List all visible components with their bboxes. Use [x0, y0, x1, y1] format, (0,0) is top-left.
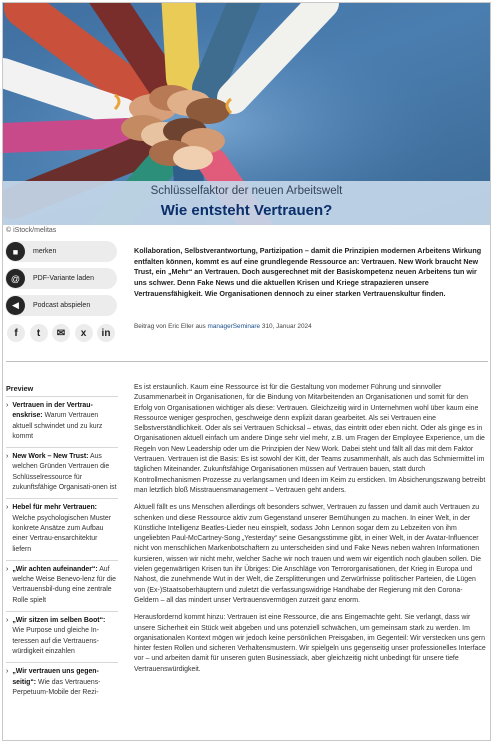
byline-suffix: 310, Januar 2024 — [260, 323, 312, 330]
byline-prefix: Beitrag von Eric Eller aus — [134, 323, 208, 330]
byline — [134, 323, 312, 330]
preview-item[interactable] — [6, 560, 118, 606]
preview-item-text: Welche psychologischen Muster konkrete Ansätze zum Aufbau einer Vertrau-ensarchitektur liefern — [12, 514, 112, 553]
preview-item-heading: New Work – New Trust: — [12, 453, 89, 461]
preview-item-heading: „Wir sitzen im selben Boot“: — [12, 617, 106, 625]
article-lead: Kollaboration, Selbstverantwortung, Partizipation – damit die Prinzipien modernen Arbeitens Wirkung entfalten können, kommt es auf eine grundlegende Ressource an: Vertrauen. New Work braucht New Trust, ein „Mehr“ an Vertrauen. Doch ausgerechnet mit der Basiskompetenz neuen Arbeitens tun wir uns schwer. Denn Fake News und die aktuellen Krisen und Kriege strapazieren unsere Vertrauensfähigkeit. Wie Organisationen dennoch zu einer starken Vertrauenskultur finden. — [134, 246, 482, 298]
byline-source-link[interactable]: managerSeminare — [207, 323, 261, 330]
preview-item-heading: Hebel für mehr Vertrauen: — [12, 504, 97, 512]
preview-item-heading: „Wir achten aufeinander“: — [12, 565, 98, 573]
speaker-icon: ◀ — [6, 296, 25, 315]
preview-item-text: Auf welche Weise Benevo-lenz für die Vertrauensbil-dung eine zentrale Rolle spielt — [12, 565, 117, 604]
article-title: Wie entsteht Vertrauen? — [160, 202, 333, 219]
arrow-right-icon: › — [6, 617, 9, 625]
arrow-right-icon: › — [6, 402, 9, 409]
arrow-right-icon: › — [6, 565, 9, 573]
twitter-icon[interactable]: t — [30, 324, 48, 342]
body-paragraph: Aktuell fällt es uns Menschen allerdings oft besonders schwer, Vertrauen zu fassen und damit auch Vertrauen zu schenken und diese Ressource aktiv zum Gegenstand unserer Bemühungen zu machen. In einer Welt, in der Künstliche Intelligenz Beatles-Lieder neu einspielt, sodass John Lennon sogar dem zu Lebzeiten von ihm ungeliebten Paul-McCartney-Song „Yesterday“ seine Gesangsstimme gibt, in einer Welt, in der Avatar-Influencer nicht von menschlichen Markenbotschaftern zu unterscheiden sind und Fake News neben wahren Informationen kursieren, wissen wir nicht mehr, welcher Sache wir noch trauen und wem wir eigentlich noch glauben sollen. Die vielen gegenwärtigen Krisen tun ihr Übriges: Die Anschläge von Terrororganisationen, der Krieg in Europa und Nahost, die zunehmende Wut in der Welt, die Zersplitterungen und Zerwürfnisse politischer Parteien, die Lügen von (Ex-)Staatsoberhäuptern und zuletzt die verfassungswidrige Handhabe der Regierung mit den Corona-Geldern – all das mindert unser Vertrauensvermögen zurzeit ganz enorm. — [134, 504, 482, 604]
preview-item-heading: Vertrauen in der Vertrau-enskrise: — [12, 402, 93, 420]
preview-item[interactable] — [6, 396, 118, 442]
title-banner — [3, 181, 490, 225]
arrow-right-icon: › — [6, 504, 9, 512]
article-body — [134, 383, 487, 682]
arrow-right-icon: › — [6, 668, 9, 676]
image-credit: © iStock/melitas — [6, 227, 57, 234]
preview-item-text: Wie das Vertrauens-Perpetuum-Mobile der Rezi- — [12, 678, 101, 696]
preview-item[interactable] — [6, 611, 118, 657]
share-bar — [7, 324, 120, 342]
bookmark-button[interactable] — [5, 241, 117, 262]
article-actions — [5, 241, 117, 322]
preview-item-text: Warum Vertrauen aktuell schwindet und zu kurz kommt — [12, 412, 103, 440]
linkedin-icon[interactable]: in — [97, 324, 115, 342]
pdf-download-label: PDF-Variante laden — [33, 275, 94, 282]
facebook-icon[interactable]: f — [7, 324, 25, 342]
podcast-play-button[interactable] — [5, 295, 117, 316]
preview-item[interactable] — [6, 447, 118, 493]
preview-item-text: Aus welchen Gründen Vertrauen die Schlüsselressource für zukunftsfähige Organisati-onen ist — [12, 453, 117, 492]
preview-item[interactable] — [6, 498, 118, 554]
article-frame — [2, 2, 491, 741]
body-paragraph: Es ist erstaunlich. Kaum eine Ressource ist für die Gestaltung von moderner Führung und sinnvoller Zusammenarbeit in Organisationen, für die Bindung von Mitarbeitenden an Organisationen und somit für den Erfolg von Organisationen wichtiger als diese: Vertrauen. Gleichzeitig wird in Unternehmen wohl über kaum eine Ressource weniger gesprochen, geschweige denn explizit daran gearbeitet. Als sei Vertrauen eine Selbstverständlichkeit. Oder als sei Vertrauen Schicksal – etwas, das eintritt oder eben nicht. Oder als ginge es in Organisationen aktuell einfach um andere Dinge sehr viel mehr, z.B. um Fragen der Employee Experience, um die Regeln von New Leadership oder um die Prinzipien der New Work. Dabei steht und fällt all das mit dem Faktor Vertrauen. Vertrauen ist die Basis: Es ist sowohl der Kitt, der Teams zusammenhält, als auch das Schmiermittel im täglichen Miteinander. Zukunftsfähige Organisationen müssen auf Vertrauen bauen, statt durch Kontrollmechanismen Prozesse zu verlangsamen und Ideen im Keim zu ersticken. Im Absicherungszwang betreibt man letztlich bloß Misstrauensmanagement – Vertrauen geht anders. — [134, 384, 486, 494]
body-paragraph: Herausfordernd kommt hinzu: Vertrauen ist eine Ressource, die ans Eingemachte geht. Sie verlangt, dass wir unsere Sicherheit ein Stück weit abgeben und uns potenziell schwächen, um gemeinsam stark zu werden. Im organisationalen Kontext mögen wir jedoch keine persönlichen Preisgaben, im Gegenteil: Wir verstecken uns gern hinter festen Rollen und sicheren Verhaltensmustern. Wir spielgeln uns gegenseitig unser professionelles Interface vor – und arbeiten damit für unseren guten Businessiack, aber gleichzeitig nicht unbedingt für unsere tiefe Vertrauenswürdigkeit. — [134, 614, 486, 673]
pdf-download-button[interactable] — [5, 268, 117, 289]
preview-item-heading: „Wir vertrauen uns gegen-seitig“: — [12, 668, 99, 686]
email-icon[interactable]: ✉ — [52, 324, 70, 342]
hero-image — [3, 3, 490, 225]
preview-item-text: Wie Purpose und gleiche In-teressen auf die Vertrauens-würdigkeit einzahlen — [12, 627, 99, 655]
preview-item[interactable] — [6, 662, 118, 698]
section-divider — [6, 361, 488, 362]
podcast-play-label: Podcast abspielen — [33, 302, 91, 309]
at-icon: @ — [6, 269, 25, 288]
preview-title: Preview — [6, 384, 34, 393]
preview-sidebar — [6, 384, 118, 703]
bookmark-icon: ■ — [6, 242, 25, 261]
xing-icon[interactable]: x — [75, 324, 93, 342]
arrow-right-icon: › — [6, 453, 9, 461]
article-kicker: Schlüsselfaktor der neuen Arbeitswelt — [150, 185, 343, 197]
bookmark-label: merken — [33, 248, 57, 255]
